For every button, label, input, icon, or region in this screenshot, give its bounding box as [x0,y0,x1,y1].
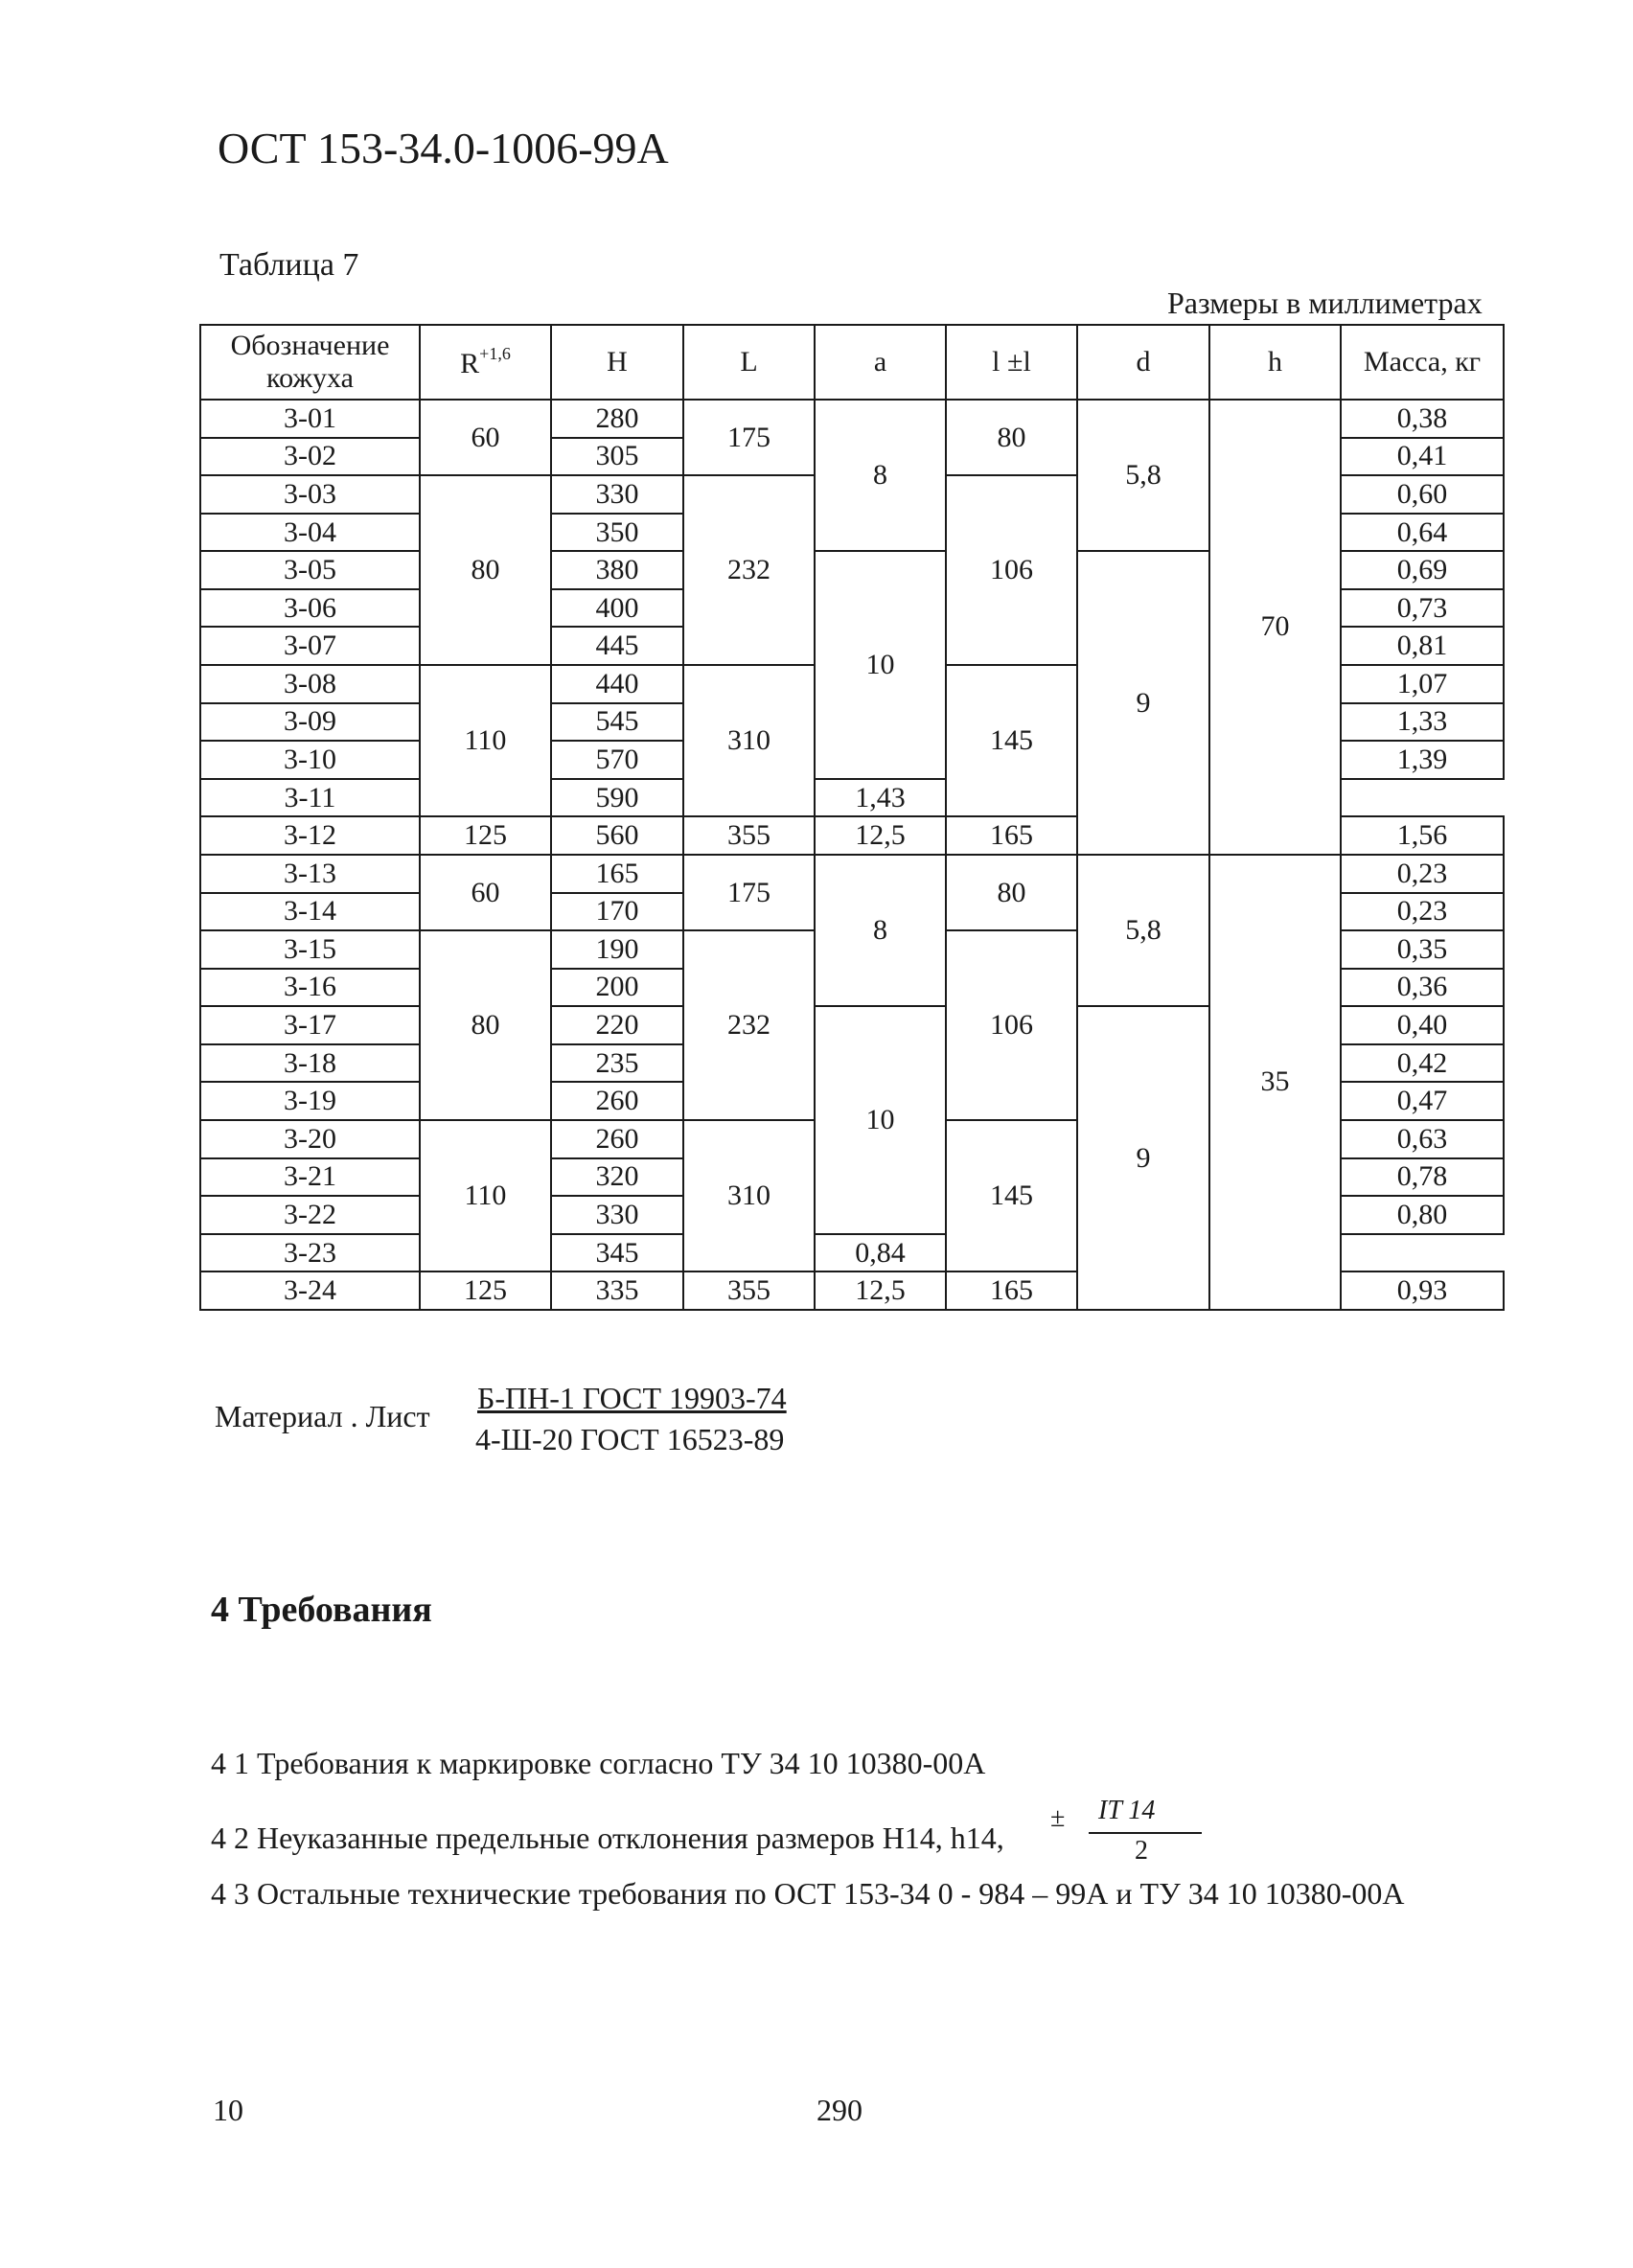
cell-a: 10 [815,551,946,778]
cell-designation: 3-17 [200,1006,420,1044]
cell-l-tolerance: 145 [946,1120,1077,1271]
cell-designation: 3-10 [200,741,420,779]
cell-h-lower: 70 [1209,400,1341,855]
cell-l: 175 [683,400,815,475]
cell-designation: 3-16 [200,969,420,1007]
cell-designation: 3-22 [200,1196,420,1234]
cell-mass: 0,36 [1341,969,1504,1007]
cell-l-tolerance: 80 [946,855,1077,930]
cell-mass: 0,63 [1341,1120,1504,1158]
cell-h: 350 [551,514,683,552]
cell-r: 125 [420,816,551,855]
cell-a: 8 [815,400,946,551]
cell-h: 260 [551,1120,683,1158]
table-row [200,400,1504,438]
cell-l: 355 [683,1271,815,1310]
material-steel-spec: 4-Ш-20 ГОСТ 16523-89 [475,1422,785,1456]
cell-mass: 1,56 [1341,816,1504,855]
cell-mass: 1,39 [1341,741,1504,779]
cell-h: 280 [551,400,683,438]
cell-h: 190 [551,930,683,969]
requirement-3: 4 3 Остальные технические требования по ОСТ 153-34 0 - 984 – 99А и ТУ 34 10 10380-00А [211,1876,1405,1911]
cell-l: 232 [683,475,815,665]
cell-mass: 0,38 [1341,400,1504,438]
cell-a: 10 [815,1006,946,1233]
requirement-2: 4 2 Неуказанные предельные отклонения размеров Н14, h14, [211,1821,1004,1855]
cell-r: 110 [420,665,551,816]
cell-h-lower: 35 [1209,855,1341,1310]
cell-d: 9 [1077,551,1209,855]
cell-designation: 3-07 [200,627,420,665]
cell-r: 125 [420,1271,551,1310]
cell-mass: 0,35 [1341,930,1504,969]
cell-h: 330 [551,1196,683,1234]
table-caption: Таблица 7 [219,247,359,283]
col-header-r-label: R [460,347,480,379]
cell-h: 165 [551,855,683,893]
units-note: Размеры в миллиметрах [1167,286,1483,320]
cell-l-tolerance: 80 [946,400,1077,475]
page-number-center: 290 [816,2093,862,2127]
section-title: 4 Требования [211,1590,432,1630]
page-number-left: 10 [213,2093,243,2127]
cell-designation: 3-05 [200,551,420,589]
cell-mass: 1,33 [1341,703,1504,742]
document-code: ОСТ 153-34.0-1006-99А [218,124,669,172]
cell-h: 170 [551,893,683,931]
cell-l: 310 [683,1120,815,1271]
cell-r: 60 [420,855,551,930]
table-header-row [200,325,1504,400]
col-header-r [420,325,551,400]
cell-designation: 3-24 [200,1271,420,1310]
cell-designation: 3-23 [200,1234,420,1272]
col-header-r-tolerance: +1,6 [479,343,511,363]
cell-mass: 0,93 [1341,1271,1504,1310]
cell-mass: 0,47 [1341,1082,1504,1120]
cell-d: 5,8 [1077,400,1209,551]
cell-l: 232 [683,930,815,1120]
cell-h: 590 [551,779,683,817]
cell-l-tolerance: 145 [946,665,1077,816]
col-header-l: L [683,325,815,400]
col-header-mass: Масса, кг [1341,325,1504,400]
cell-mass: 0,84 [815,1234,946,1272]
cell-a: 12,5 [815,1271,946,1310]
col-header-designation-line2: кожуха [266,362,354,394]
cell-mass: 1,07 [1341,665,1504,703]
cell-d: 5,8 [1077,855,1209,1006]
cell-l: 310 [683,665,815,816]
cell-h: 345 [551,1234,683,1272]
plus-minus-sign: ± [1050,1803,1066,1833]
col-header-h-lower: h [1209,325,1341,400]
cell-h: 320 [551,1158,683,1197]
cell-mass: 0,78 [1341,1158,1504,1197]
cell-r: 60 [420,400,551,475]
cell-designation: 3-18 [200,1044,420,1083]
cell-designation: 3-01 [200,400,420,438]
cell-mass: 0,73 [1341,589,1504,628]
cell-r: 110 [420,1120,551,1271]
col-header-designation-line1: Обозначение [230,329,390,361]
cell-mass: 1,43 [815,779,946,817]
cell-a: 8 [815,855,946,1006]
col-header-a: a [815,325,946,400]
col-header-designation [200,325,420,400]
cell-designation: 3-13 [200,855,420,893]
cell-h: 260 [551,1082,683,1120]
requirement-1: 4 1 Требования к маркировке согласно ТУ 34 10 10380-00А [211,1746,986,1780]
cell-a: 12,5 [815,816,946,855]
cell-designation: 3-19 [200,1082,420,1120]
cell-l-tolerance: 106 [946,475,1077,665]
cell-designation: 3-02 [200,438,420,476]
cell-mass: 0,60 [1341,475,1504,514]
cell-designation: 3-21 [200,1158,420,1197]
cell-d: 9 [1077,1006,1209,1310]
fraction-bar [1089,1832,1202,1834]
cell-h: 305 [551,438,683,476]
cell-h: 400 [551,589,683,628]
cell-mass: 0,69 [1341,551,1504,589]
cell-h: 200 [551,969,683,1007]
tolerance-fraction [1050,1796,1204,1866]
cell-designation: 3-14 [200,893,420,931]
col-header-h-upper: H [551,325,683,400]
col-header-l-tolerance: l ±l [946,325,1077,400]
cell-h: 440 [551,665,683,703]
cell-h: 335 [551,1271,683,1310]
material-sheet-spec: Б-ПН-1 ГОСТ 19903-74 [477,1381,787,1415]
cell-mass: 0,23 [1341,855,1504,893]
cell-h: 560 [551,816,683,855]
col-header-d: d [1077,325,1209,400]
cell-mass: 0,40 [1341,1006,1504,1044]
cell-l: 175 [683,855,815,930]
cell-r: 80 [420,475,551,665]
cell-h: 330 [551,475,683,514]
cell-designation: 3-15 [200,930,420,969]
fraction-denominator: 2 [1135,1836,1148,1866]
table-row [200,855,1504,893]
cell-designation: 3-06 [200,589,420,628]
dimensions-table [199,324,1505,1311]
cell-mass: 0,64 [1341,514,1504,552]
cell-h: 380 [551,551,683,589]
cell-l-tolerance: 165 [946,1271,1077,1310]
material-label: Материал . Лист [215,1399,430,1433]
cell-h: 570 [551,741,683,779]
cell-mass: 0,41 [1341,438,1504,476]
cell-l: 355 [683,816,815,855]
fraction-numerator: IT 14 [1098,1796,1156,1825]
cell-mass: 0,81 [1341,627,1504,665]
cell-mass: 0,23 [1341,893,1504,931]
cell-l-tolerance: 165 [946,816,1077,855]
cell-mass: 0,80 [1341,1196,1504,1234]
cell-h: 220 [551,1006,683,1044]
cell-l-tolerance: 106 [946,930,1077,1120]
cell-designation: 3-04 [200,514,420,552]
cell-designation: 3-12 [200,816,420,855]
cell-mass: 0,42 [1341,1044,1504,1083]
cell-r: 80 [420,930,551,1120]
cell-designation: 3-11 [200,779,420,817]
cell-h: 235 [551,1044,683,1083]
cell-designation: 3-08 [200,665,420,703]
cell-designation: 3-09 [200,703,420,742]
cell-h: 545 [551,703,683,742]
cell-designation: 3-20 [200,1120,420,1158]
cell-h: 445 [551,627,683,665]
cell-designation: 3-03 [200,475,420,514]
